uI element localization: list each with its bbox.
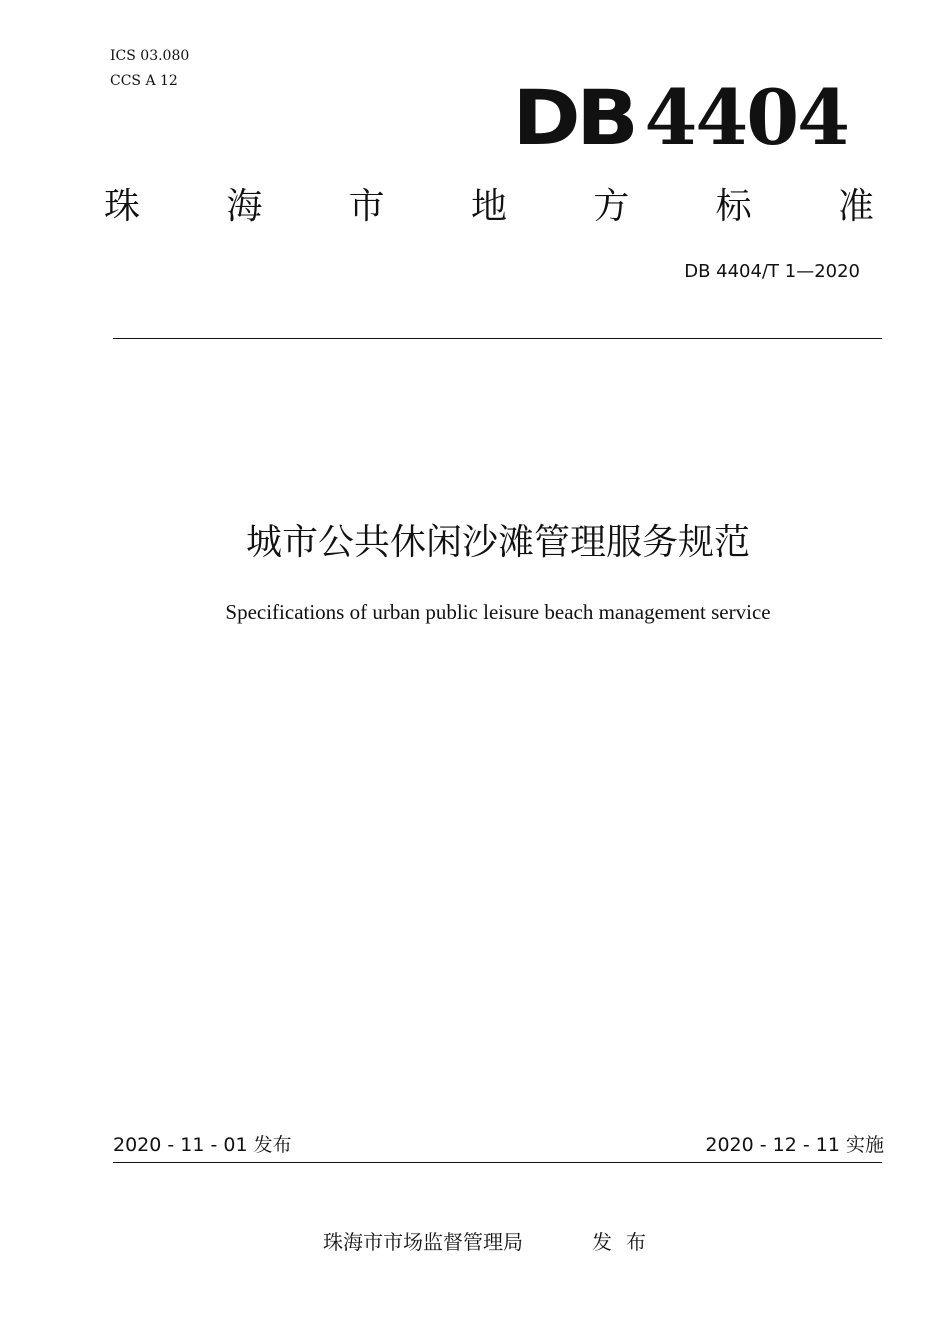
implementation-date: 2020 - 12 - 11 实施 [705,1134,884,1156]
standard-type-heading [104,184,874,230]
ics-code: ICS 03.080 [110,48,190,64]
db-standard-logo [512,73,848,162]
issue-date: 2020 - 11 - 01 发布 [113,1134,292,1156]
ccs-code: CCS A 12 [110,73,178,89]
title-chinese: 城市公共休闲沙滩管理服务规范 [245,522,750,563]
title-english: Specifications of urban public leisure beach management service [225,600,771,624]
standard-number: DB 4404/T 1—2020 [684,261,860,282]
bottom-divider [113,1162,882,1163]
standard-type-char: 方 [593,186,630,227]
standard-type-char: 市 [348,186,385,227]
standard-type-char: 海 [226,186,263,227]
standard-type-char: 地 [470,186,507,227]
standard-type-char: 珠 [104,186,141,227]
standard-type-char: 准 [837,186,874,227]
standard-type-char: 标 [715,186,752,227]
publish-action: 发布 [592,1230,660,1254]
db-logo-number: 4404 [644,73,848,162]
publisher-name: 珠海市市场监督管理局 [323,1230,523,1254]
top-divider [113,338,882,339]
db-logo-letters: DB [512,73,635,162]
